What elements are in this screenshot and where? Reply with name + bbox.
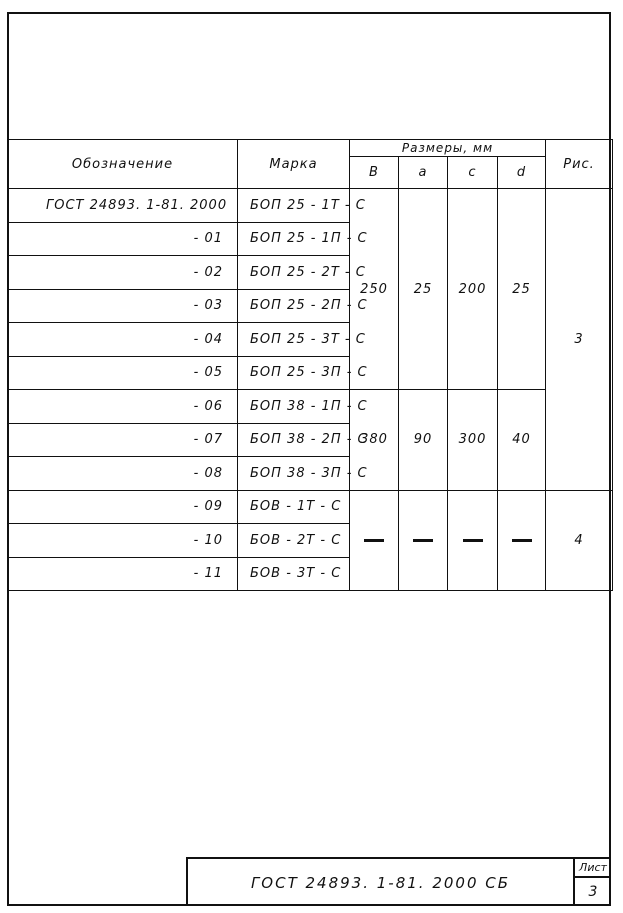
table-row	[8, 490, 613, 524]
sheet-box	[573, 859, 611, 906]
mark-cell: БОВ - 3Т - С	[238, 557, 350, 591]
table-row	[8, 390, 613, 424]
header-c: c	[448, 157, 498, 189]
header-d: d	[498, 157, 546, 189]
a-value: 90	[399, 390, 448, 491]
designation-cell: ГОСТ 24893. 1-81. 2000	[8, 189, 238, 223]
title-block	[186, 857, 611, 906]
mark-cell: БОВ - 2Т - С	[238, 524, 350, 558]
designation-cell: - 05	[8, 356, 238, 390]
b-empty-dash	[350, 490, 399, 591]
d-value: 40	[498, 390, 546, 491]
designation-cell: - 03	[8, 289, 238, 323]
sheet-number: 3	[588, 884, 598, 900]
b-value: 380	[350, 390, 399, 491]
mark-cell: БОП 25 - 1Т - С	[238, 189, 350, 223]
designation-cell: - 09	[8, 490, 238, 524]
mark-cell: БОП 25 - 2П - С	[238, 289, 350, 323]
mark-cell: БОП 25 - 2Т - С	[238, 256, 350, 290]
designation-cell: - 10	[8, 524, 238, 558]
sheet-label: Лист	[575, 859, 611, 878]
header-a: a	[399, 157, 448, 189]
mark-cell: БОП 25 - 1П - С	[238, 222, 350, 256]
designation-cell: - 08	[8, 457, 238, 491]
d-empty-dash	[498, 490, 546, 591]
mark-cell: БОП 38 - 2П - С	[238, 423, 350, 457]
table-row	[8, 189, 613, 223]
mark-cell: БОП 25 - 3П - С	[238, 356, 350, 390]
designation-cell: - 07	[8, 423, 238, 457]
figure-value: 3	[546, 189, 613, 491]
c-value: 300	[448, 390, 498, 491]
designation-cell: - 11	[8, 557, 238, 591]
designation-cell: - 01	[8, 222, 238, 256]
header-designation: Обозначение	[8, 140, 238, 189]
c-value: 200	[448, 189, 498, 390]
header-b: B	[350, 157, 399, 189]
dimensions-table	[7, 139, 613, 591]
b-value: 250	[350, 189, 399, 390]
header-mark: Марка	[238, 140, 350, 189]
designation-cell: - 02	[8, 256, 238, 290]
designation-cell: - 06	[8, 390, 238, 424]
header-dimensions: Размеры, мм	[350, 140, 546, 157]
figure-value: 4	[546, 490, 613, 591]
a-empty-dash	[399, 490, 448, 591]
d-value: 25	[498, 189, 546, 390]
mark-cell: БОП 38 - 1П - С	[238, 390, 350, 424]
c-empty-dash	[448, 490, 498, 591]
header-figure: Рис.	[546, 140, 613, 189]
a-value: 25	[399, 189, 448, 390]
mark-cell: БОВ - 1Т - С	[238, 490, 350, 524]
mark-cell: БОП 38 - 3П - С	[238, 457, 350, 491]
mark-cell: БОП 25 - 3Т - С	[238, 323, 350, 357]
designation-cell: - 04	[8, 323, 238, 357]
document-code: ГОСТ 24893. 1-81. 2000 СБ	[250, 873, 511, 892]
